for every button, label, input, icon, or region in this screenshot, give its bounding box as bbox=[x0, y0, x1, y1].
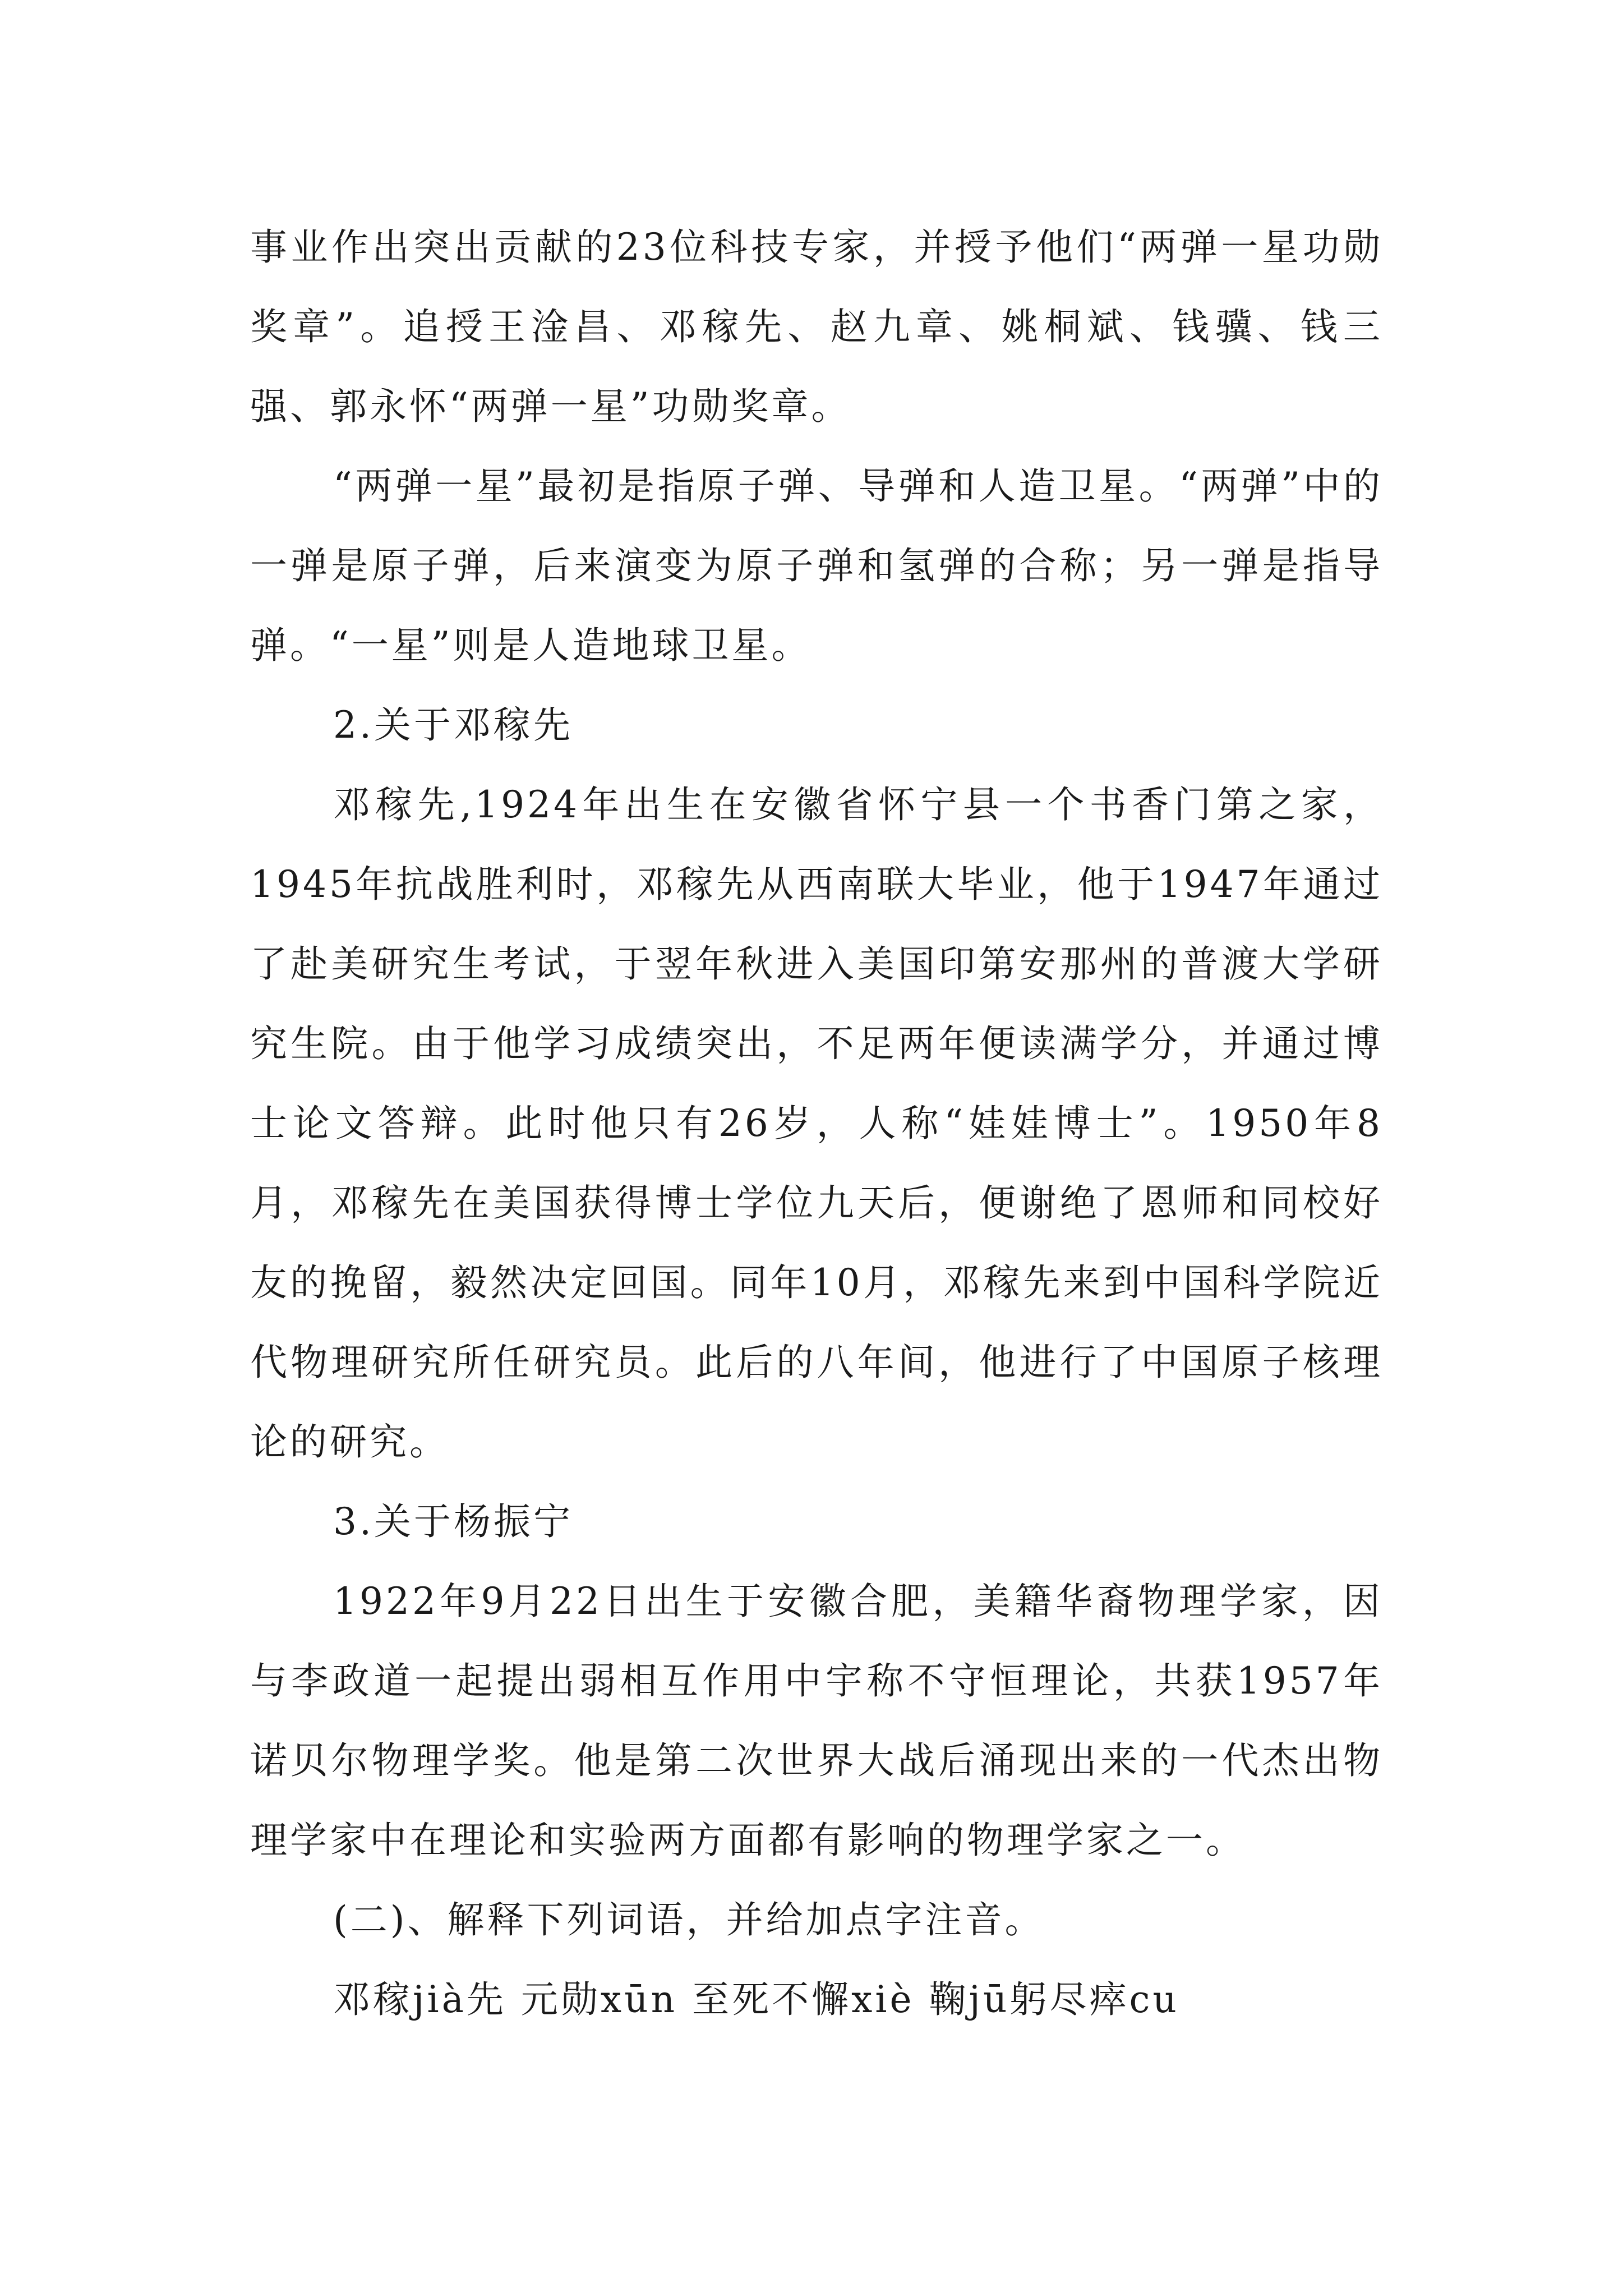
paragraph-yang-zhenning: 1922年9月22日出生于安徽合肥，美籍华裔物理学家，因与李政道一起提出弱相互作用中宇称不守恒理论，共获1957年诺贝尔物理学奖。他是第二次世界大战后涌现出来的一代杰出物理学家中在理论和实验两方面都有影响的物理学家之一。 bbox=[250, 1580, 1383, 1862]
heading-deng-jiaxian: 2.关于邓稼先 bbox=[333, 703, 573, 747]
vocabulary-list: 邓稼jià先 元勋xūn 至死不懈xiè 鞠jū躬尽瘁cu bbox=[333, 1978, 1179, 2021]
paragraph-deng-jiaxian: 邓稼先,1924年出生在安徽省怀宁县一个书香门第之家，1945年抗战胜利时，邓稼先从西南联大毕业，他于1947年通过了赴美研究生考试，于翌年秋进入美国印第安那州的普渡大学研究生院。由于他学习成绩突出，不足两年便读满学分，并通过博士论文答辩。此时他只有26岁，人称“娃娃博士”。1950年8月，邓稼先在美国获得博士学位九天后，便谢绝了恩师和同校好友的挽留，毅然决定回国。同年10月，邓稼先来到中国科学院近代物理研究所任研究员。此后的八年间，他进行了中国原子核理论的研究。 bbox=[250, 783, 1383, 1464]
section-vocabulary-heading: (二)、解释下列词语，并给加点字注音。 bbox=[333, 1898, 1045, 1941]
heading-yang-zhenning: 3.关于杨振宁 bbox=[333, 1500, 573, 1543]
paragraph-two-bombs-award: 事业作出突出贡献的23位科技专家，并授予他们“两弹一星功勋奖章”。追授王淦昌、邓稼先、赵九章、姚桐斌、钱骥、钱三强、郭永怀“两弹一星”功勋奖章。 bbox=[250, 226, 1383, 428]
document-page bbox=[250, 208, 1383, 2040]
paragraph-two-bombs-definition: “两弹一星”最初是指原子弹、导弹和人造卫星。“两弹”中的一弹是原子弹，后来演变为原子弹和氢弹的合称；另一弹是指导弹。“一星”则是人造地球卫星。 bbox=[250, 464, 1383, 667]
